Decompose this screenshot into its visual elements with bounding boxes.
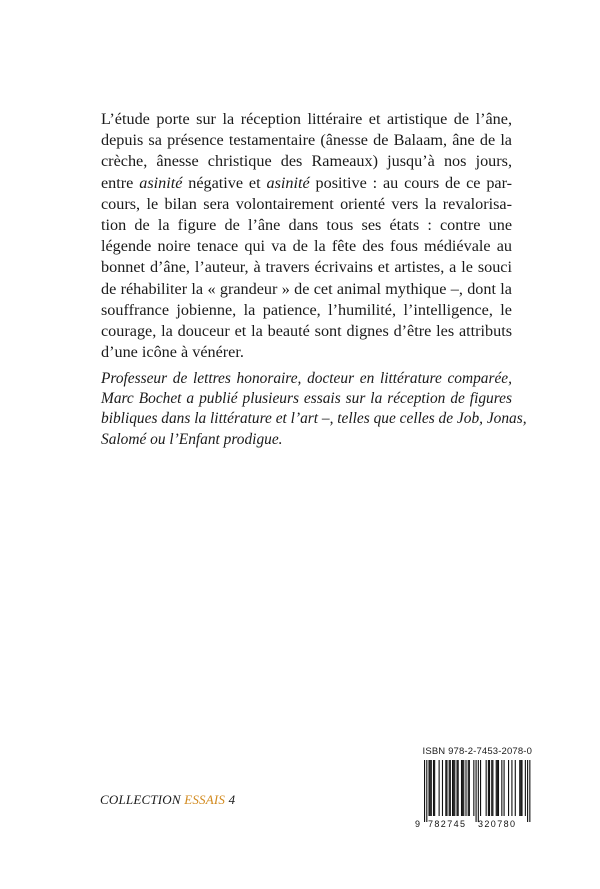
summary-line-11: courage, la douceur et la beauté sont dignes d’être les attributs <box>101 322 512 341</box>
barcode-bar <box>497 760 498 816</box>
summary-line-4-prefix: entre <box>101 173 134 192</box>
barcode-bar <box>449 760 450 816</box>
barcode-bar <box>452 760 453 816</box>
barcode-bar <box>426 760 427 822</box>
barcode-left-digits: 782745 <box>428 819 467 829</box>
summary-line-7: légende noire tenace qui va de la fête des fous médiévale au <box>101 237 512 256</box>
barcode-bar <box>527 760 528 822</box>
barcode-bar <box>428 760 429 816</box>
barcode-bar <box>492 760 493 816</box>
barcode-bar <box>450 760 451 816</box>
barcode-bar <box>519 760 520 816</box>
isbn-barcode-block <box>412 746 532 830</box>
barcode-first-digit: 9 <box>415 819 421 829</box>
barcode-bar <box>430 760 431 816</box>
author-bio-line-4: Salomé ou l’Enfant prodigue. <box>101 430 283 448</box>
barcode-bar <box>462 760 463 816</box>
summary-line-6: tion de la figure de l’âne dans tous ses états : contre une <box>101 216 512 235</box>
collection-number: 4 <box>228 792 236 807</box>
barcode-bar <box>433 760 434 816</box>
barcode-bar <box>508 760 509 816</box>
ean13-barcode <box>412 760 532 830</box>
barcode-bar <box>525 760 526 816</box>
barcode-bar <box>486 760 487 816</box>
summary-line-1: L’étude porte sur la réception littéraire et artistique de l’âne, <box>101 110 512 128</box>
summary-line-3: crèche, ânesse christique des Rameaux) jusqu’à nos jours, <box>101 152 512 171</box>
barcode-bar <box>480 760 481 816</box>
barcode-bar <box>515 760 516 816</box>
barcode-bar <box>488 760 489 816</box>
barcode-bar <box>463 760 464 816</box>
barcode-bar <box>498 760 499 816</box>
barcode-bar <box>478 760 479 822</box>
collection-prefix: COLLECTION <box>100 792 181 807</box>
barcode-bar <box>529 760 530 822</box>
barcode-bar <box>454 760 455 816</box>
asinite-term-1: asinité <box>139 173 183 192</box>
barcode-bar <box>520 760 521 816</box>
barcode-bar <box>465 760 466 816</box>
barcode-bar <box>521 760 522 816</box>
summary-line-4 <box>101 173 512 194</box>
summary-line-8: bonnet d’âne, l’auteur, à travers écrivains et artistes, a le souci <box>101 258 512 277</box>
summary-line-10: souffrance jobienne, la patience, l’humilité, l’intelligence, le <box>101 300 512 319</box>
barcode-bar <box>476 760 477 822</box>
barcode-bar <box>424 760 425 822</box>
author-bio-line-2: Marc Bochet a publié plusieurs essais sur la réception de figures <box>101 390 512 408</box>
collection-name: ESSAIS <box>184 792 226 807</box>
barcode-bar <box>489 760 490 816</box>
barcode-bar <box>446 760 447 816</box>
barcode-bar <box>468 760 469 816</box>
summary-line-9: de réhabiliter la « grandeur » de cet animal mythique –, dont la <box>101 279 512 298</box>
back-cover-summary <box>101 109 512 363</box>
barcode-bar <box>439 760 440 816</box>
barcode-bar <box>473 760 474 816</box>
author-bio <box>101 369 527 450</box>
summary-line-4-middle: négative et <box>188 173 261 192</box>
barcode-bar <box>431 760 432 816</box>
author-bio-line-3: bibliques dans la littérature et l’art –, telles que celles de Job, Jonas, <box>101 410 527 428</box>
barcode-bar <box>445 760 446 816</box>
barcode-bar <box>461 760 462 816</box>
barcode-bar <box>442 760 443 816</box>
barcode-bar <box>496 760 497 816</box>
collection-label <box>100 792 235 808</box>
barcode-bar <box>501 760 502 816</box>
barcode-bar <box>458 760 459 816</box>
summary-line-4-end: positive : au cours de ce par- <box>315 173 513 192</box>
barcode-right-digits: 320780 <box>478 819 517 829</box>
summary-line-12: d’une icône à vénérer. <box>101 343 244 362</box>
summary-line-2: depuis sa présence testamentaire (ânesse de Balaam, âne de la <box>101 131 512 150</box>
barcode-bar <box>511 760 512 816</box>
summary-line-5: cours, le bilan sera volontairement orienté vers la revalorisa- <box>101 194 512 213</box>
barcode-bar <box>434 760 435 816</box>
asinite-term-2: asinité <box>266 173 310 192</box>
barcode-bar <box>453 760 454 816</box>
barcode-bar <box>456 760 457 816</box>
barcode-bar <box>504 760 505 816</box>
barcode-bar <box>469 760 470 816</box>
author-bio-line-1: Professeur de lettres honoraire, docteur en littérature comparée, <box>101 370 512 387</box>
barcode-bar <box>491 760 492 816</box>
isbn-label: ISBN 978-2-7453-2078-0 <box>422 746 532 757</box>
